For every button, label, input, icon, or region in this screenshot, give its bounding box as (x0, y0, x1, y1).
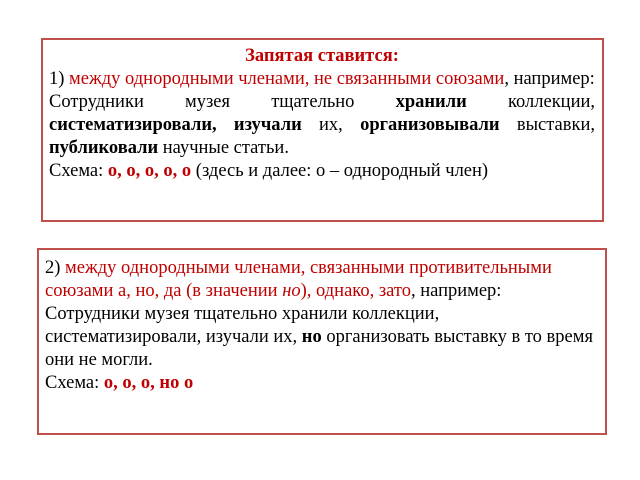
rule-number: 1) (49, 69, 70, 89)
scheme-note: (здесь и далее: о – однородный член) (191, 161, 489, 181)
rule-1-text (49, 68, 595, 91)
scheme-formula: о, о, о, но о (103, 373, 194, 393)
scheme-label: Схема: (45, 373, 104, 393)
example-bold-word: публиковали (49, 138, 159, 158)
example-text (217, 115, 234, 135)
rule-2-text (45, 257, 599, 303)
example-bold-word: хранили (395, 92, 467, 112)
example-text: Сотрудники музея тщательно (49, 92, 396, 112)
example-text: коллекции, (466, 92, 596, 112)
example-text: организовать выставку в то время они не могли. (45, 327, 593, 370)
example-text: их, (301, 115, 361, 135)
rule-italic-word: но (282, 281, 301, 301)
example-text: Сотрудники музея тщательно хранили коллекции, систематизировали, изучали их, (45, 304, 440, 347)
example-sentence (49, 91, 595, 160)
rule-block-2 (37, 248, 607, 435)
example-bold-word: изучали (233, 115, 302, 135)
rule-description: между однородными членами, связанными противительными союзами а, но, да (в значении (45, 258, 552, 301)
scheme-line (45, 372, 599, 395)
rule-description: между однородными членами, не связанными союзами (69, 69, 505, 89)
rule-suffix: , например: (410, 281, 502, 301)
scheme-label: Схема: (49, 161, 108, 181)
block-title: Запятая ставится: (245, 46, 399, 66)
rule-block-1 (41, 38, 604, 222)
example-bold-word: организовывали (360, 115, 500, 135)
example-bold-word: но (301, 327, 322, 347)
rule-suffix: , например: (504, 69, 595, 89)
example-text: выставки, (499, 115, 595, 135)
rule-description: ), однако, зато (300, 281, 411, 301)
example-bold-word: систематизировали, (49, 115, 217, 135)
rule-number: 2) (45, 258, 66, 278)
example-text: научные статьи. (158, 138, 289, 158)
scheme-line (49, 160, 595, 183)
scheme-formula: о, о, о, о, о (107, 161, 192, 181)
example-sentence (45, 303, 599, 372)
